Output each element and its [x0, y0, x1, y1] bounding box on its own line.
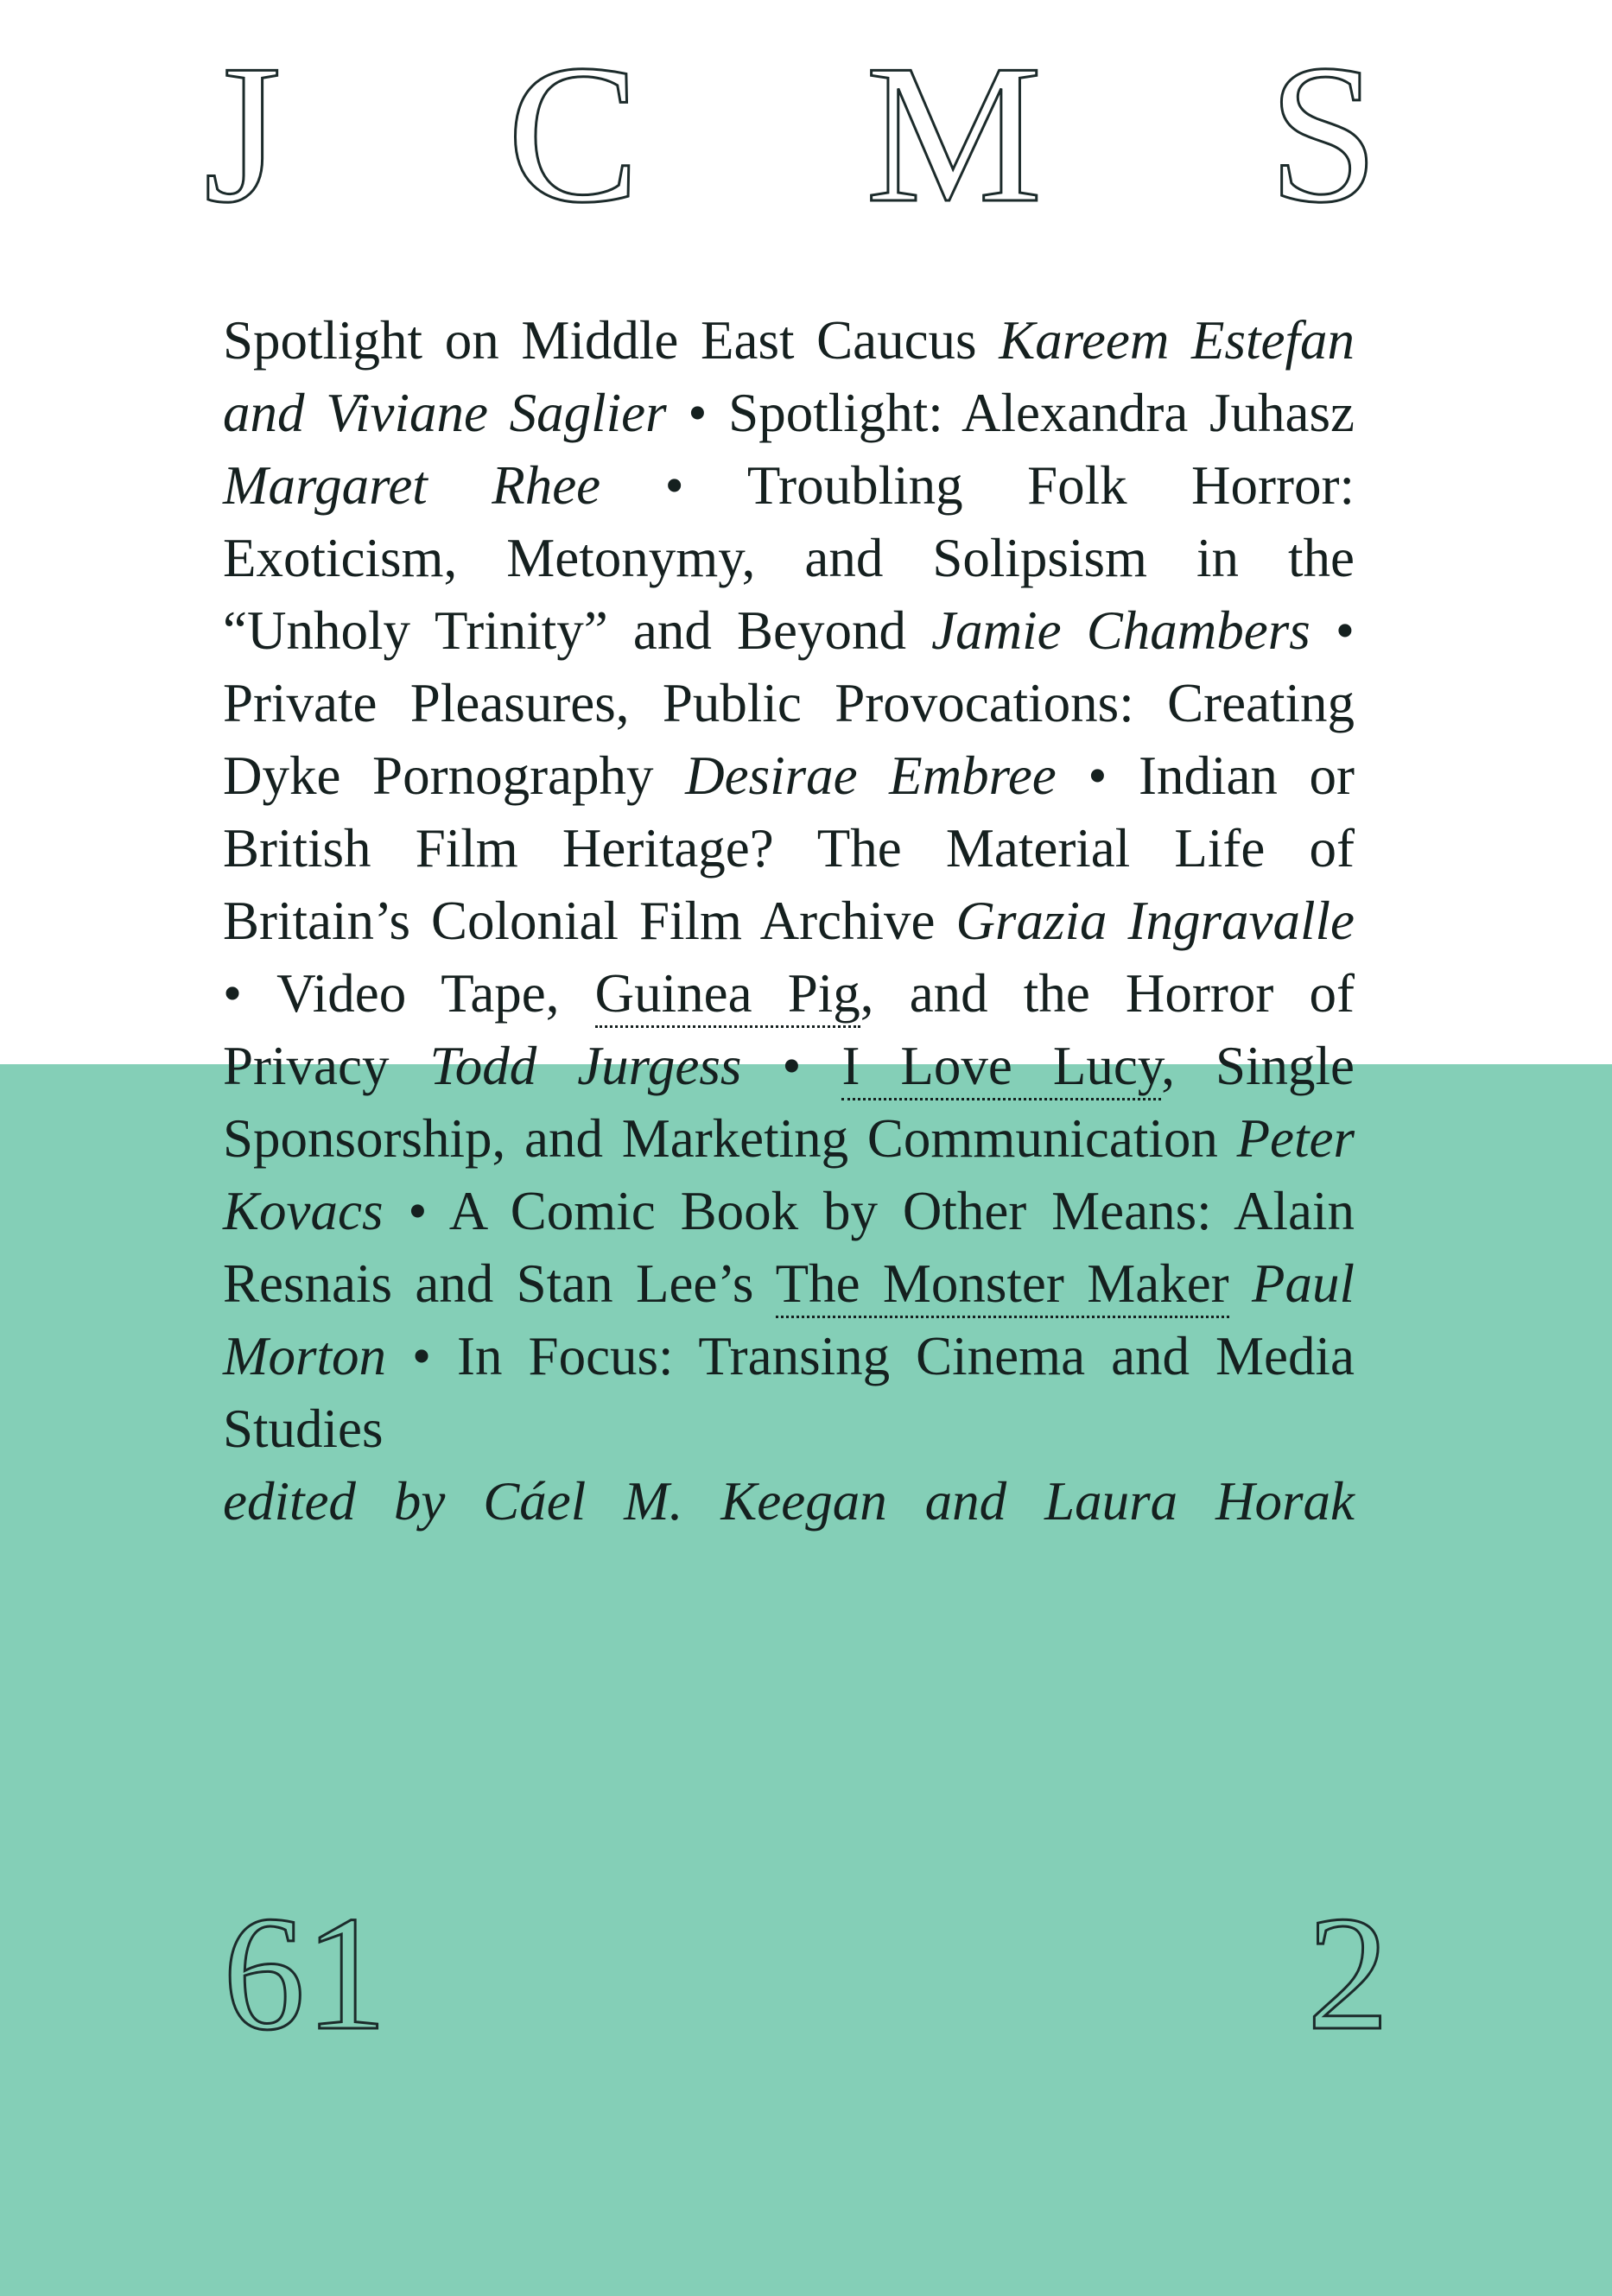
entry-title-italic: I Love Lucy — [841, 1036, 1161, 1100]
entry-title: • Indian or British Film Heritage? The Material Life of Britain’s Colonial Film Archive — [223, 745, 1355, 951]
table-of-contents-blurb — [223, 304, 1355, 1538]
entry-authors: Grazia Ingravalle — [955, 891, 1355, 951]
contents-paragraph — [223, 310, 1355, 1459]
issue-number: 2 — [1307, 1883, 1389, 2064]
entry-authors: Paul Morton — [223, 1253, 1355, 1386]
entry-authors: Margaret Rhee — [223, 455, 601, 516]
entry-title: Spotlight on Middle East Caucus — [223, 310, 1000, 371]
entry-authors: Kareem Estefan and Viviane Saglier — [223, 310, 1355, 443]
entry-authors: Desirae Embree — [685, 745, 1057, 806]
masthead-letter-c: C — [507, 23, 640, 244]
masthead-letter-j: J — [204, 23, 282, 244]
in-focus-editors: edited by Cáel M. Keegan and Laura Horak — [223, 1471, 1355, 1532]
masthead-jcms — [204, 23, 1379, 259]
entry-title — [1229, 1253, 1252, 1314]
volume-issue-numerals — [223, 1883, 1389, 2064]
entry-title-italic: Guinea Pig — [595, 963, 860, 1028]
entry-title: • Spotlight: Alexandra Juhasz — [666, 383, 1355, 443]
masthead-letter-m: M — [866, 23, 1043, 244]
entry-title-italic: The Monster Maker — [776, 1253, 1229, 1318]
entry-title: • — [741, 1036, 842, 1096]
entry-title: • Video Tape, — [223, 963, 595, 1024]
entry-title: • A Comic Book by Other Means: Alain Resnais and Stan Lee’s — [223, 1181, 1355, 1314]
masthead-letter-s: S — [1268, 23, 1379, 244]
entry-authors: Todd Jurgess — [429, 1036, 742, 1096]
entry-title: • Private Pleasures, Public Provocations: Creating Dyke Pornography — [223, 600, 1355, 806]
volume-number: 61 — [223, 1883, 387, 2064]
entry-title: • Troubling Folk Horror: Exoticism, Metonymy, and Solipsism in the “Unholy Trinity” and Beyond — [223, 455, 1355, 661]
entry-authors: Peter Kovacs — [223, 1108, 1355, 1241]
entry-title: • In Focus: Transing Cinema and Media Studies — [223, 1326, 1355, 1459]
entry-authors: Jamie Chambers — [931, 600, 1311, 661]
entry-title: , and the Horror of Privacy — [223, 963, 1355, 1096]
entry-title: , Single Sponsorship, and Marketing Communication — [223, 1036, 1355, 1169]
